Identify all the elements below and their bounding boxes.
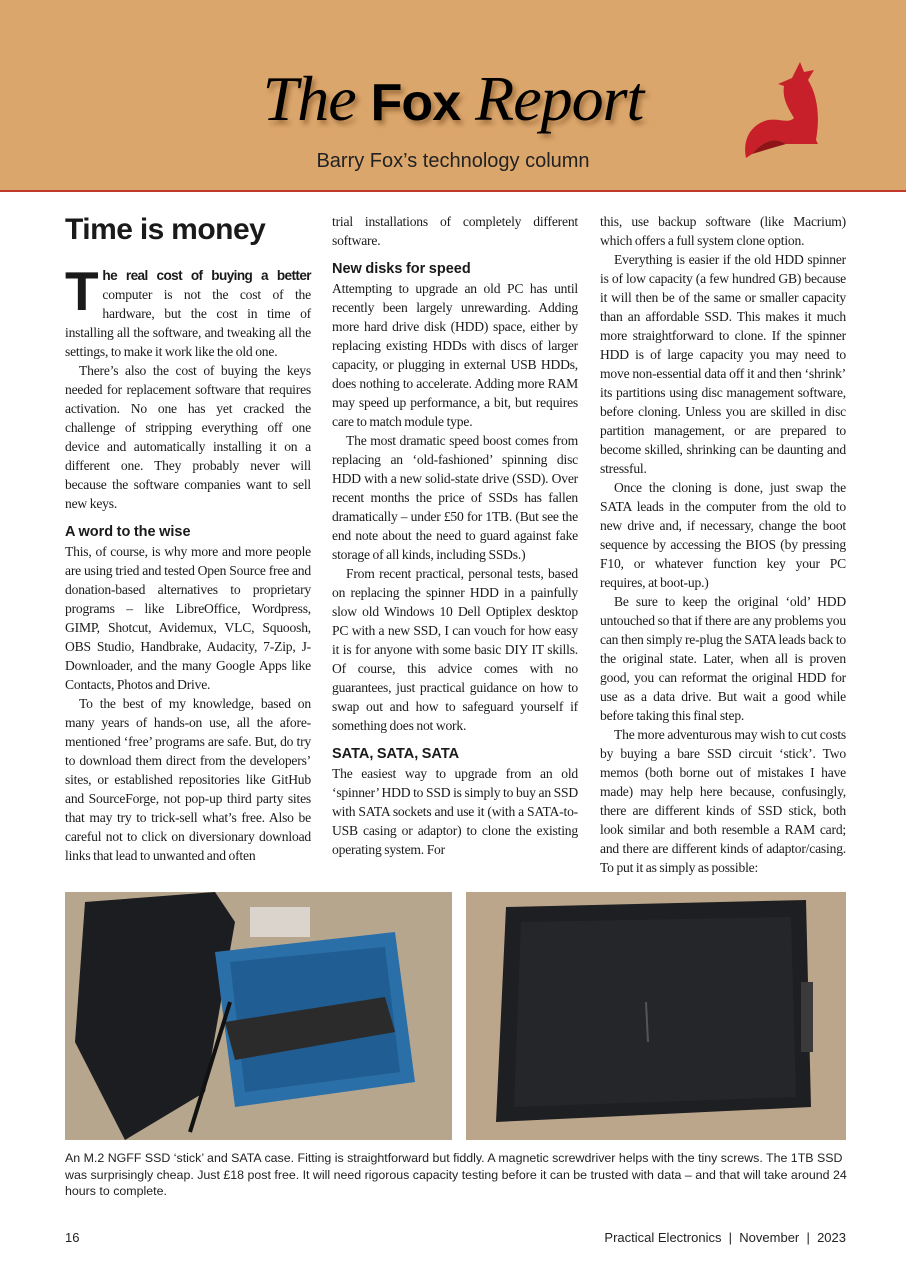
- column-3: [600, 212, 846, 877]
- column-1: [65, 212, 311, 865]
- title-fox: Fox: [370, 74, 461, 132]
- masthead: [0, 0, 906, 192]
- subheading: New disks for speed: [332, 261, 471, 277]
- publication-info: Practical Electronics | November | 2023: [604, 1230, 846, 1245]
- title-report: Report: [475, 63, 644, 134]
- lead-text: computer is not the cost of the hardware, but the cost in time of installing all the software, and tweaking all the settings, to make it work like the old one.: [65, 287, 311, 359]
- paragraph: this, use backup software (like Macrium) which offers a full system clone option.: [600, 214, 846, 248]
- paragraph: This, of course, is why more and more people are using tried and tested Open Source free and donation-based alternatives to proprietary programs – like LibreOffice, Wordpress, GIMP, Shotcut, Avidemux, VLC, Squoosh, OBS Studio, Handbrake, Audacity, 7-Zip, J-Downloader, and the many Google Apps like Contacts, Photos and Drive.: [65, 544, 311, 692]
- photo-ssd-casing: [466, 892, 846, 1140]
- paragraph: The more adventurous may wish to cut costs by buying a bare SSD circuit ‘stick’. Two memos (both borne out of mistakes I have made) may help here because, confusingly, there are different kinds of SSD stick, both look similar and both resemble a RAM card; and there are different kinds of adaptor/casing. To put it as simply as possible:: [600, 727, 846, 875]
- column-2: [332, 212, 578, 859]
- paragraph: Everything is easier if the old HDD spinner is of low capacity (a few hundred GB) because it will then be of the same or smaller capacity than an affordable SSD. This makes it much more straightforward to clone. If the spinner HDD is of large capacity you may need to move non-essential data off it and then ‘shrink’ its partitions using disc management software, before cloning. Unless you are skilled in disc partition management, or are prepared to become skilled, shrinking can be daunting and stressful.: [600, 252, 846, 476]
- paragraph: There’s also the cost of buying the keys needed for replacement software that requires activation. No one has yet cracked the challenge of stripping everything off one device and automatically installing it on a different one. They probably never will because the software companies want to sell new keys.: [65, 363, 311, 511]
- drop-cap: T: [65, 260, 99, 322]
- paragraph: The easiest way to upgrade from an old ‘spinner’ HDD to SSD is simply to buy an SSD with SATA sockets and use it (with a SATA-to-USB casing or adaptor) to clone the existing operating system. For: [332, 766, 578, 857]
- paragraph: Be sure to keep the original ‘old’ HDD untouched so that if there are any problems you can then simply re-plug the SATA leads back to the original state. Later, when all is proven good, you can reformat the original HDD for use as a data drive. But wait a good while before taking this final step.: [600, 594, 846, 723]
- column-subtitle: Barry Fox’s technology column: [316, 150, 590, 172]
- lead-in: he real cost of buying a better: [102, 268, 311, 283]
- page-number: 16: [65, 1230, 80, 1245]
- paragraph: trial installations of completely different software.: [332, 214, 578, 248]
- paragraph: From recent practical, personal tests, based on replacing the spinner HDD in a painfully slow old Windows 10 Dell Optiplex desktop PC with a new SSD, I can vouch for how easy it is for anyone with some basic DIY IT skills. Of course, this advice comes with no guarantees, just practical guidance on how to swap out and how to safeguard yourself if something does not work.: [332, 566, 578, 733]
- lead-paragraph: [65, 260, 311, 361]
- paragraph: Attempting to upgrade an old PC has until recently been largely unrewarding. Adding more hard drive disk (HDD) space, either by replacing existing HDDs with discs of larger capacity, or plugging in external USB HDDs, does nothing to accelerate. Adding more RAM may speed up performance, a bit, but requires care to match module type.: [332, 281, 578, 429]
- paragraph: Once the cloning is done, just swap the SATA leads in the computer from the old to new drive and, if necessary, change the boot sequence by accessing the BIOS (by pressing F10, or whatever function key your PC requires, at boot-up.): [600, 480, 846, 590]
- photo-ssd-stick-and-case: [65, 892, 452, 1140]
- paragraph: The most dramatic speed boost comes from replacing an ‘old-fashioned’ spinning disc HDD with a new solid-state drive (SSD). Over recent months the price of SSDs has fallen dramatically – under £50 for 1TB. (But see the end note about the need to guard against fake storage of all kinds, including SSDs.): [332, 433, 578, 562]
- title-the: The: [262, 63, 356, 134]
- fox-logo-icon: [722, 58, 832, 158]
- subheading: A word to the wise: [65, 524, 191, 540]
- article-title: Time is money: [65, 213, 266, 246]
- photo-caption: An M.2 NGFF SSD ‘stick’ and SATA case. Fitting is straightforward but fiddly. A magnetic screwdriver helps with the tiny screws. The 1TB SSD was surprisingly cheap. Just £18 post free. It will need rigorous capacity testing before it can be trusted with data – and that will take around 24 hours to complete.: [65, 1151, 847, 1198]
- paragraph: To the best of my knowledge, based on many years of hands-on use, all the afore-mentioned ‘free’ programs are safe. But, do try to download them direct from the developers’ sites, or established repositories like GitHub and SourceForge, not pop-up third party sites that may try to trick-sell what’s free. Also be careful not to click on diversionary download links that lead to unwanted and often: [65, 696, 311, 863]
- subheading: SATA, SATA, SATA: [332, 746, 460, 762]
